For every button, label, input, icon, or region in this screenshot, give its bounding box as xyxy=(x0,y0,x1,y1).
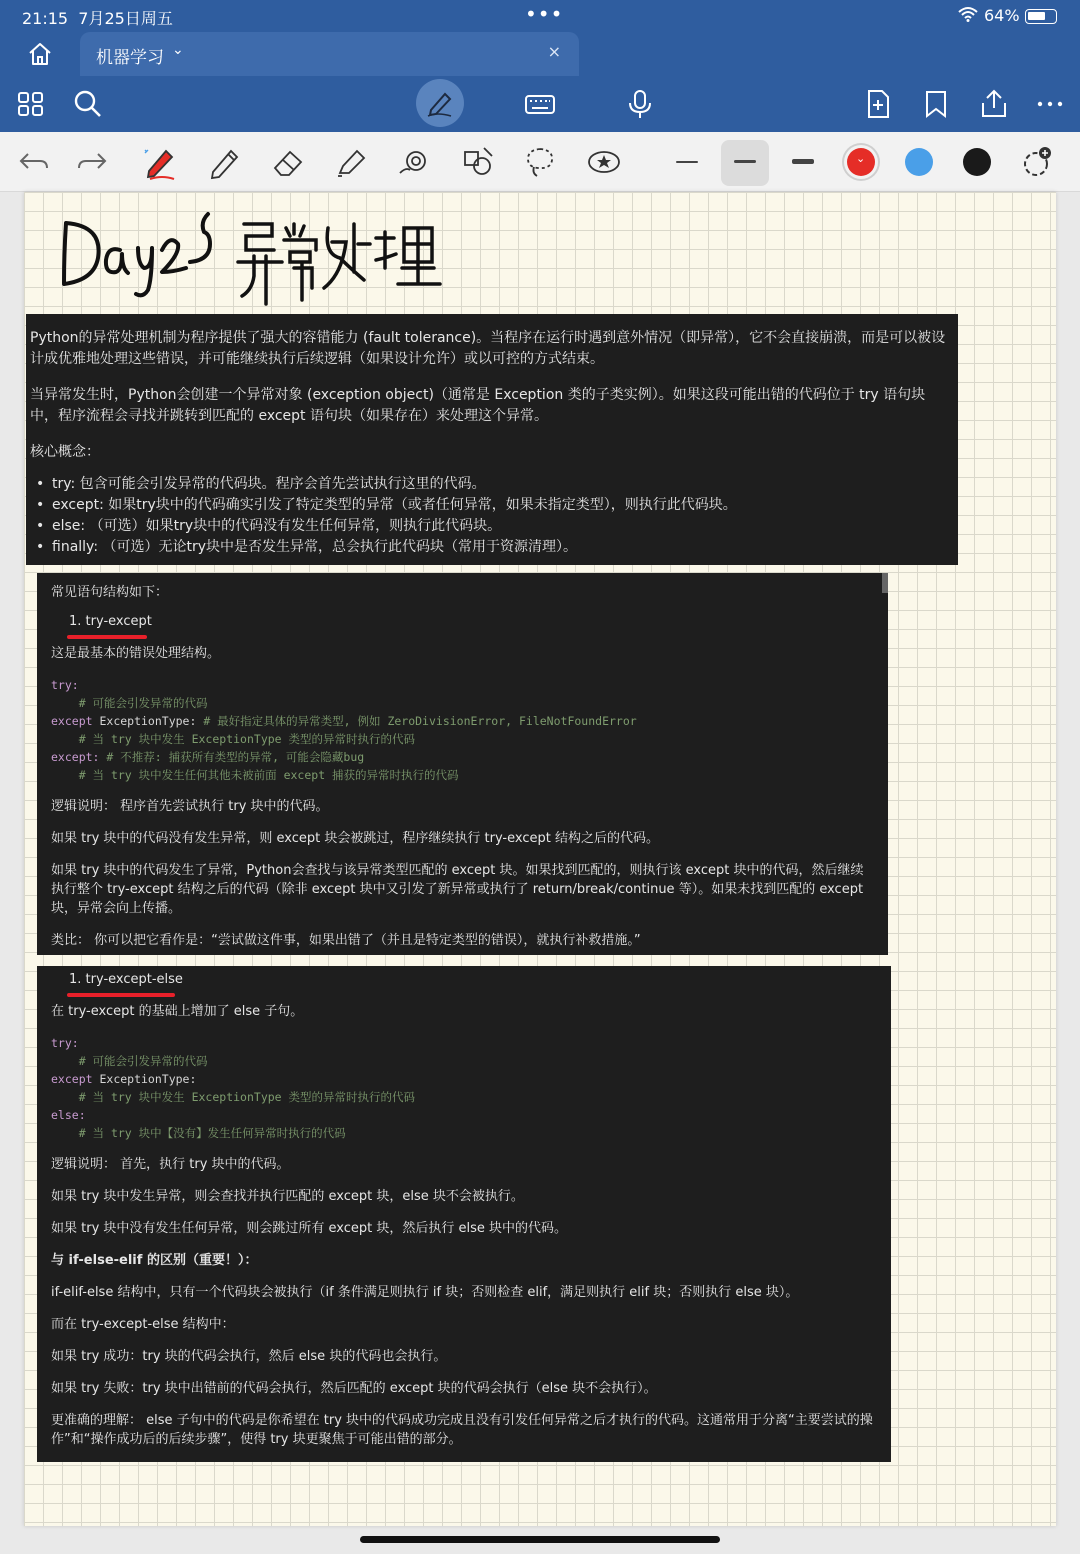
paragraph: 如果 try 块中没有发生任何异常，则会跳过所有 except 块，然后执行 else 块中的代码。 xyxy=(51,1221,568,1236)
paragraph: 如果 try 失败：try 块中出错前的代码会执行，然后匹配的 except 块的代码会执行（else 块不会执行）。 xyxy=(51,1381,657,1396)
red-underline-annotation xyxy=(67,993,175,997)
pencil-tool-icon[interactable] xyxy=(206,144,242,180)
red-underline-annotation xyxy=(67,635,147,639)
paragraph: 如果 try 块中发生异常，则会查找并执行匹配的 except 块，else 块不会被执行。 xyxy=(51,1189,524,1204)
handwritten-title xyxy=(58,198,458,308)
line-thick-option[interactable] xyxy=(792,159,814,164)
app-header xyxy=(0,0,1080,132)
grid-icon[interactable] xyxy=(16,88,48,120)
core-concepts-list xyxy=(30,474,948,558)
battery-percent: 64% xyxy=(984,6,1020,25)
section-label: 1. try-except-else xyxy=(69,970,183,989)
tab-row xyxy=(0,32,1080,76)
color-black-swatch[interactable] xyxy=(963,148,991,176)
code-snippet: try: # 可能会引发异常的代码 except ExceptionType: # 当 try 块中发生 ExceptionType 类型的异常时执行的代码 else: # 当 try 块中【没有】发生任何异常时执行的代码 xyxy=(51,1036,416,1140)
paragraph: 更准确的理解： else 子句中的代码是你希望在 try 块中的代码成功完成且没有引发任何异常之后才执行的代码。这通常用于分离“主要尝试的操作”和“操作成功后的后续步骤”，使得 try 块更聚焦于可能出错的部分。 xyxy=(51,1413,873,1447)
line-medium-option[interactable] xyxy=(721,140,769,186)
line-thin-option[interactable] xyxy=(676,161,698,163)
intro-block xyxy=(26,314,958,565)
analogy-note: 类比： 你可以把它看作是：“尝试做这件事，如果出错了（并且是特定类型的错误），就执行补救措施。” xyxy=(51,933,641,948)
code-snippet: try: # 可能会引发异常的代码 except ExceptionType: # 最好指定具体的异常类型, 例如 ZeroDivisionError, FileNotFoundError # 当 try 块中发生 ExceptionType 类型的异常时执行的代码 except: # 不推荐: 捕获所有类型的异常, 可能会隐藏bug # 当 try 块中发生任何其他未被前面 except 捕获的异常时执行的代码 xyxy=(51,678,637,782)
redo-icon[interactable] xyxy=(74,144,110,180)
pen-tool-icon[interactable] xyxy=(142,144,178,180)
status-bar xyxy=(0,0,1080,32)
section-description: 这是最基本的错误处理结构。 xyxy=(51,646,221,661)
bookmark-icon[interactable] xyxy=(920,88,952,120)
lasso-shape-icon[interactable] xyxy=(460,144,496,180)
undo-icon[interactable] xyxy=(16,144,52,180)
tab-notebook[interactable] xyxy=(80,32,579,76)
section-description: 在 try-except 的基础上增加了 else 子句。 xyxy=(51,1004,304,1019)
paragraph: 如果 try 块中的代码发生了异常，Python会查找与该异常类型匹配的 except 块。如果找到匹配的，则执行该 except 块中的代码，然后继续执行整个 try-except 结构之后的代码（除非 except 块中又引发了新异常或执行了 return/break/continue 等）。如果未找到匹配的 except 块，异常会向上传播。 xyxy=(51,863,864,916)
multitask-dots[interactable]: ••• xyxy=(525,2,564,26)
pen-mode-icon xyxy=(425,88,455,118)
paragraph: 如果 try 块中的代码没有发生异常，则 except 块会被跳过，程序继续执行 try-except 结构之后的代码。 xyxy=(51,831,659,846)
battery-icon xyxy=(1025,9,1057,24)
home-indicator[interactable] xyxy=(360,1536,720,1543)
status-time: 21:15 7月25日周五 xyxy=(22,9,173,28)
try-except-block xyxy=(37,573,888,955)
paragraph: 而在 try-except-else 结构中： xyxy=(51,1317,235,1332)
paragraph: if-elif-else 结构中，只有一个代码块会被执行（if 条件满足则执行 if 块；否则检查 elif，满足则执行 elif 块；否则执行 else 块）。 xyxy=(51,1285,799,1300)
list-item: • else: （可选）如果try块中的代码没有发生任何异常，则执行此代码块。 xyxy=(52,516,948,537)
home-icon[interactable] xyxy=(26,40,54,68)
intro-paragraph-1: Python的异常处理机制为程序提供了强大的容错能力 (fault tolerance)。当程序在运行时遇到意外情况（即异常），它不会直接崩溃，而是可以被设计成优雅地处理这些错误，并可能继续执行后续逻辑（如果设计允许）或以可控的方式结束。 xyxy=(30,330,946,367)
tab-title: 机器学习 xyxy=(96,48,164,68)
pen-mode-button[interactable] xyxy=(416,79,464,127)
shape-tool-icon[interactable] xyxy=(396,144,432,180)
line-medium-bar xyxy=(734,160,756,163)
drawing-toolbar xyxy=(0,132,1080,192)
color-blue-swatch[interactable] xyxy=(905,148,933,176)
difference-heading: 与 if-else-elif 的区别（重要！）： xyxy=(51,1253,258,1268)
section-label: 1. try-except xyxy=(69,612,152,631)
logic-note: 逻辑说明： 首先，执行 try 块中的代码。 xyxy=(51,1157,290,1172)
scrollbar[interactable] xyxy=(882,573,888,593)
note-page[interactable] xyxy=(24,192,1056,1526)
chevron-down-icon: ⌄ xyxy=(856,152,866,165)
more-icon[interactable] xyxy=(1034,88,1066,120)
core-concepts-heading: 核心概念： xyxy=(30,444,100,460)
color-red-swatch[interactable] xyxy=(847,148,875,176)
intro-paragraph-2: 当异常发生时，Python会创建一个异常对象 (exception object)（通常是 Exception 类的子类实例）。如果这段可能出错的代码位于 try 语句块中，程序流程会寻找并跳转到匹配的 except 语句块（如果存在）来处理这个异常。 xyxy=(30,387,926,424)
wifi-icon xyxy=(958,6,978,26)
highlighter-tool-icon[interactable] xyxy=(333,144,369,180)
close-tab-button[interactable]: × xyxy=(547,42,561,61)
main-toolbar xyxy=(0,76,1080,132)
try-except-else-block xyxy=(37,966,891,1462)
list-item: • except: 如果try块中的代码确实引发了特定类型的异常（或者任何异常，如果未指定类型），则执行此代码块。 xyxy=(52,495,948,516)
structure-intro: 常见语句结构如下： xyxy=(51,585,169,600)
list-item: • try: 包含可能会引发异常的代码块。程序会首先尝试执行这里的代码。 xyxy=(52,474,948,495)
paragraph: 如果 try 成功：try 块的代码会执行，然后 else 块的代码也会执行。 xyxy=(51,1349,447,1364)
chevron-down-icon[interactable]: ⌄ xyxy=(172,42,184,58)
search-icon[interactable] xyxy=(72,88,104,120)
add-page-icon[interactable] xyxy=(862,88,894,120)
keyboard-icon[interactable] xyxy=(524,88,556,120)
microphone-icon[interactable] xyxy=(624,88,656,120)
share-icon[interactable] xyxy=(978,88,1010,120)
lasso-tool-icon[interactable] xyxy=(522,144,558,180)
sticker-tool-icon[interactable] xyxy=(586,144,622,180)
logic-note: 逻辑说明： 程序首先尝试执行 try 块中的代码。 xyxy=(51,799,329,814)
add-color-icon[interactable] xyxy=(1020,144,1056,180)
list-item: • finally: （可选）无论try块中是否发生异常，总会执行此代码块（常用于资源清理）。 xyxy=(52,537,948,558)
eraser-tool-icon[interactable] xyxy=(270,144,306,180)
